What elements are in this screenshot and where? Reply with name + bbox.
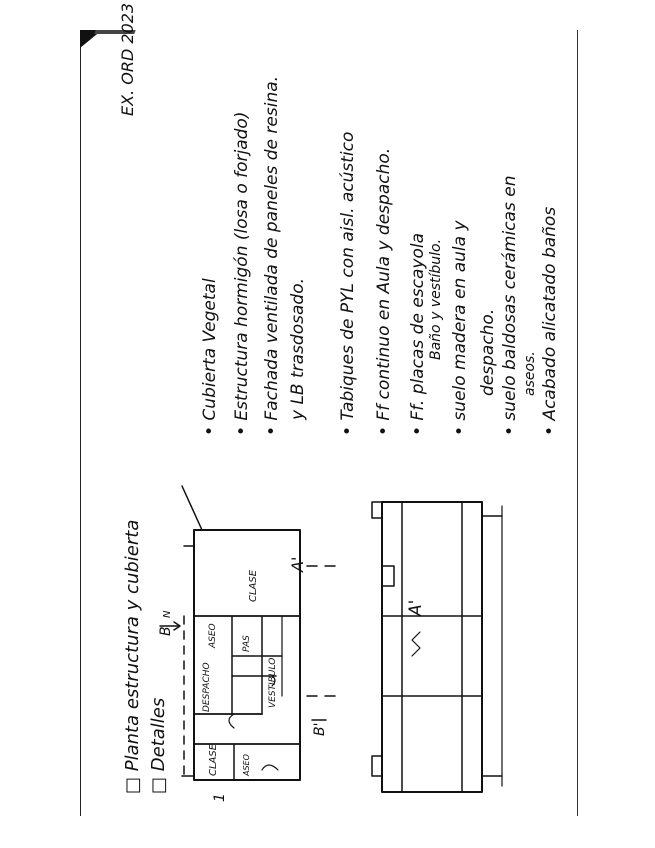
checkbox-marker: □ bbox=[122, 776, 143, 794]
section-label-a-prime-bottom: A' bbox=[406, 599, 426, 616]
site-line bbox=[182, 486, 202, 530]
note-item: • Cubierta Vegetal bbox=[200, 278, 220, 436]
note-item: • Ff. placas de escayola bbox=[408, 232, 428, 436]
floor-plan-outline bbox=[194, 530, 300, 780]
door-swing bbox=[229, 714, 234, 728]
exam-header: EX. ORD 2023 bbox=[118, 2, 137, 116]
section-outline bbox=[382, 502, 482, 792]
parapet bbox=[372, 502, 382, 518]
stair-detail bbox=[412, 632, 420, 656]
note-item: y LB trasdosado. bbox=[288, 278, 308, 420]
note-item: • suelo baldosas cerámicas en bbox=[500, 175, 520, 436]
note-item: Baño y vestíbulo. bbox=[428, 238, 444, 360]
note-item: • Tabiques de PYL con aisl. acústico bbox=[338, 131, 358, 436]
section-label-b: B bbox=[158, 626, 174, 636]
rotated-page-content bbox=[82, 2, 576, 816]
door-swing bbox=[262, 765, 278, 770]
section-label-b-prime: B' bbox=[312, 722, 328, 736]
room-label-pas: PAS bbox=[242, 635, 252, 652]
note-item: • Estructura hormigón (losa o forjado) bbox=[232, 111, 252, 436]
room-label-small: ASEO bbox=[242, 754, 251, 776]
note-item: • Acabado alicatado baños bbox=[540, 206, 560, 436]
note-item: despacho. bbox=[478, 308, 498, 396]
roof-detail bbox=[382, 566, 394, 586]
room-label-aseo: ASEO bbox=[208, 623, 218, 648]
level-mark: 1 bbox=[212, 793, 228, 802]
checkbox-marker: □ bbox=[148, 776, 169, 794]
section-label: Planta estructura y cubierta bbox=[122, 519, 143, 772]
parapet bbox=[372, 756, 382, 776]
plan-and-section-sketch bbox=[82, 446, 576, 816]
room-label-vestibulo: VESTIBULO bbox=[268, 657, 278, 708]
room-label-clase-right: CLASE bbox=[248, 569, 259, 602]
section-label: Detalles bbox=[148, 697, 169, 772]
note-item: • suelo madera en aula y bbox=[450, 220, 470, 436]
section-label-a-prime: A' bbox=[288, 556, 307, 572]
note-item: aseos. bbox=[522, 351, 538, 396]
note-item: • Fachada ventilada de paneles de resina. bbox=[262, 75, 282, 436]
room-label-clase: CLASE bbox=[208, 743, 219, 776]
room-label-despacho: DESPACHO bbox=[202, 662, 212, 712]
note-item: • Ff continuo en Aula y despacho. bbox=[374, 147, 394, 436]
north-mark: N bbox=[162, 610, 173, 618]
